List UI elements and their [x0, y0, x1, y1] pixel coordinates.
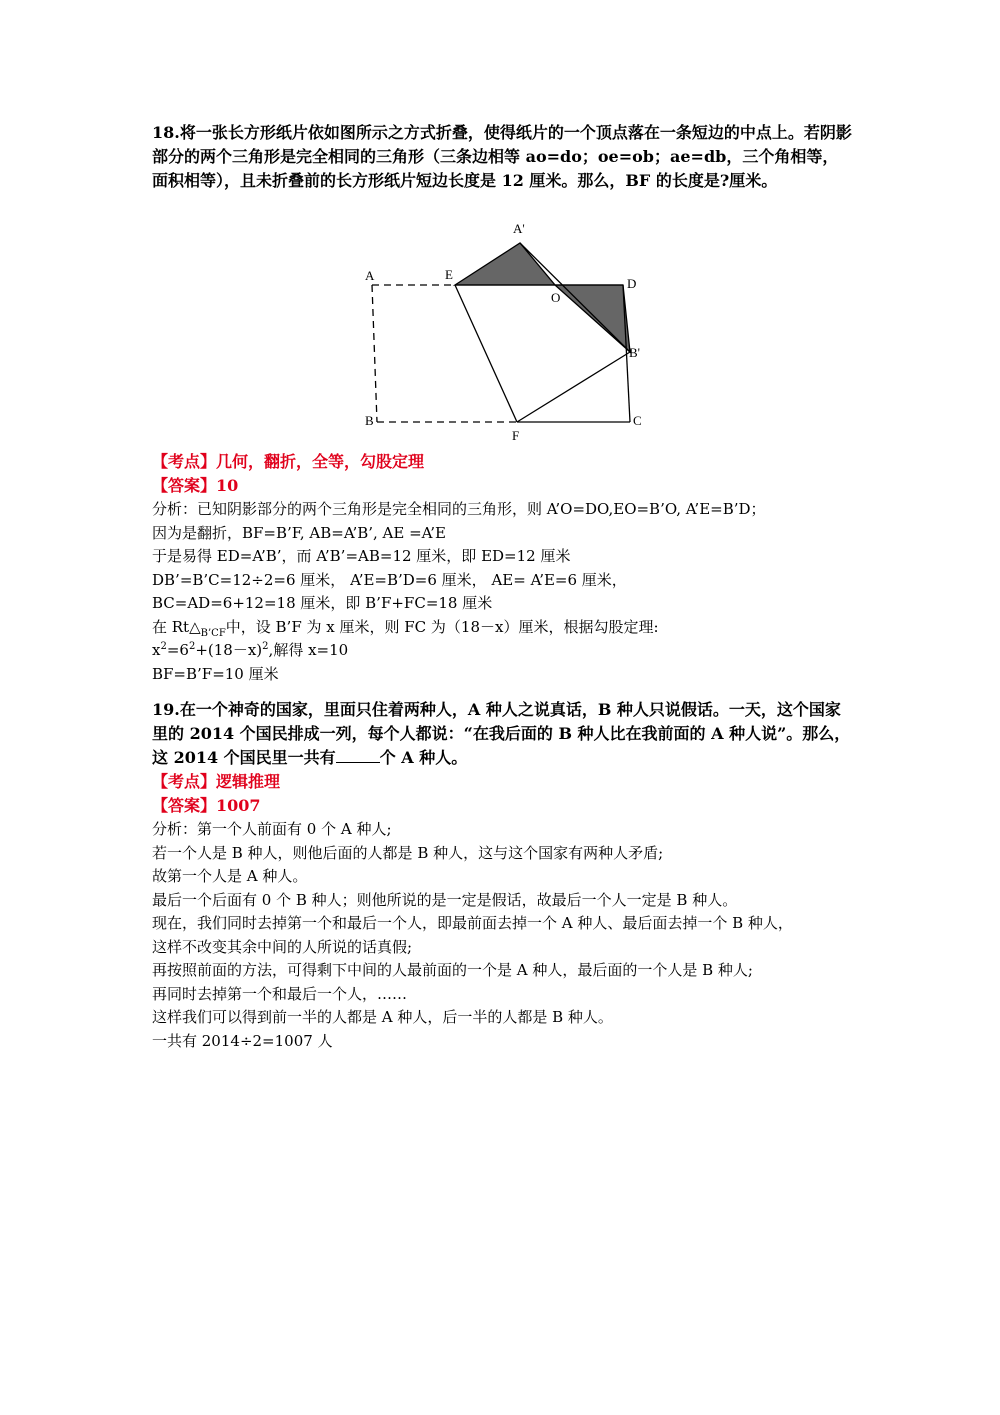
label-B: B	[365, 413, 374, 428]
q18-answer: 【答案】10	[152, 476, 239, 495]
label-A: A	[365, 268, 375, 283]
shaded-triangle-top	[455, 243, 555, 285]
question-19	[152, 698, 852, 1053]
q18-kaodian: 【考点】几何，翻折，全等，勾股定理	[152, 452, 425, 471]
eq-sup-1: 2	[160, 641, 167, 652]
q18-analysis-line-5: BC=AD=6+12=18 厘米，即 B’F+FC=18 厘米	[152, 594, 493, 612]
folding-diagram	[355, 215, 655, 450]
q19-analysis-line-9: 这样我们可以得到前一半的人都是 A 种人，后一半的人都是 B 种人。	[152, 1008, 613, 1026]
q19-analysis-line-7: 再按照前面的方法，可得剩下中间的人最前面的一个是 A 种人，最后面的一个人是 B 种人;	[152, 961, 753, 979]
q19-kaodian: 【考点】逻辑推理	[152, 772, 281, 791]
label-C: C	[633, 413, 642, 428]
q19-analysis-line-5: 现在，我们同时去掉第一个和最后一个人，即最前面去掉一个 A 种人、最后面去掉一个 B 种人，	[152, 914, 793, 932]
label-A-prime: A'	[513, 221, 525, 236]
shaded-triangle-right	[555, 285, 630, 352]
q19-text-part-2: 个 A 种人。	[379, 748, 468, 767]
question-18-text: 18.将一张长方形纸片依如图所示之方式折叠，使得纸片的一个顶点落在一条短边的中点上。若阴影部分的两个三角形是完全相同的三角形（三条边相等 ao=do；oe=ob；ae=db，三个角相等，面积相等），且未折叠前的长方形纸片短边长度是 12 厘米。那么，BF 的长度是?厘米。	[152, 123, 852, 190]
question-18	[152, 121, 852, 193]
q18-analysis-line-3: 于是易得 ED=A’B’，而 A’B’=AB=12 厘米，即 ED=12 厘米	[152, 547, 571, 565]
q19-analysis-line-10: 一共有 2014÷2=1007 人	[152, 1031, 333, 1050]
label-O: O	[551, 290, 561, 305]
dashed-edge-left	[372, 285, 377, 422]
eq-end: ,解得 x=10	[268, 641, 349, 659]
q19-answer: 【答案】1007	[152, 796, 261, 815]
q18-analysis-line-4: DB’=B’C=12÷2=6 厘米， A’E=B’D=6 厘米， AE= A’E=6 厘米，	[152, 570, 627, 589]
eq-plus: +(18－x)	[195, 641, 263, 659]
answer-blank	[336, 748, 380, 763]
q19-analysis-line-1: 分析：第一个人前面有 0 个 A 种人;	[152, 820, 392, 838]
eq-sup-2: 2	[188, 641, 196, 652]
q19-analysis-line-2: 若一个人是 B 种人，则他后面的人都是 B 种人，这与这个国家有两种人矛盾;	[152, 843, 664, 862]
q19-analysis-line-8: 再同时去掉第一个和最后一个人，……	[152, 984, 408, 1003]
q18-equation	[152, 639, 852, 663]
eq-sup-3: 2	[262, 641, 269, 652]
label-B-prime: B'	[629, 345, 641, 360]
rt-prefix: 在 Rt△	[152, 617, 201, 636]
label-E: E	[445, 267, 453, 282]
label-F: F	[512, 428, 520, 443]
q19-analysis-line-6: 这样不改变其余中间的人所说的话真假;	[152, 937, 413, 956]
question-19-text	[152, 698, 852, 770]
eq-x: x	[152, 641, 161, 659]
q18-analysis-line-1: 分析：已知阴影部分的两个三角形是完全相同的三角形，则 A’O=DO,EO=B’O, A’E=B’D；	[152, 500, 766, 518]
q19-analysis-line-4: 最后一个后面有 0 个 B 种人；则他所说的是一定是假话，故最后一个人一定是 B 种人。	[152, 890, 738, 909]
q18-analysis-line-2: 因为是翻折，BF=B’F, AB=A’B’, AE =A’E	[152, 523, 447, 542]
edge-EF	[455, 285, 517, 422]
question-18-solution	[152, 450, 852, 686]
eq-mid: =6	[166, 641, 189, 659]
q19-text-part-1: 19.在一个神奇的国家，里面只住着两种人，A 种人之说真话，B 种人只说假话。一天，这个国家里的 2014 个国民排成一列，每个人都说：“在我后面的 B 种人比在我前面的 A 种人说”。那么，这 2014 个国民里一共有	[152, 700, 851, 767]
label-D: D	[627, 276, 637, 291]
q19-analysis-line-3: 故第一个人是 A 种人。	[152, 867, 308, 885]
rt-subscript: B’CF	[200, 627, 226, 639]
q18-analysis-line-6	[152, 616, 852, 640]
rt-suffix: 中，设 B’F 为 x 厘米，则 FC 为（18－x）厘米，根据勾股定理:	[225, 617, 659, 636]
edge-FB1	[517, 352, 630, 422]
q18-conclusion: BF=B’F=10 厘米	[152, 664, 279, 683]
